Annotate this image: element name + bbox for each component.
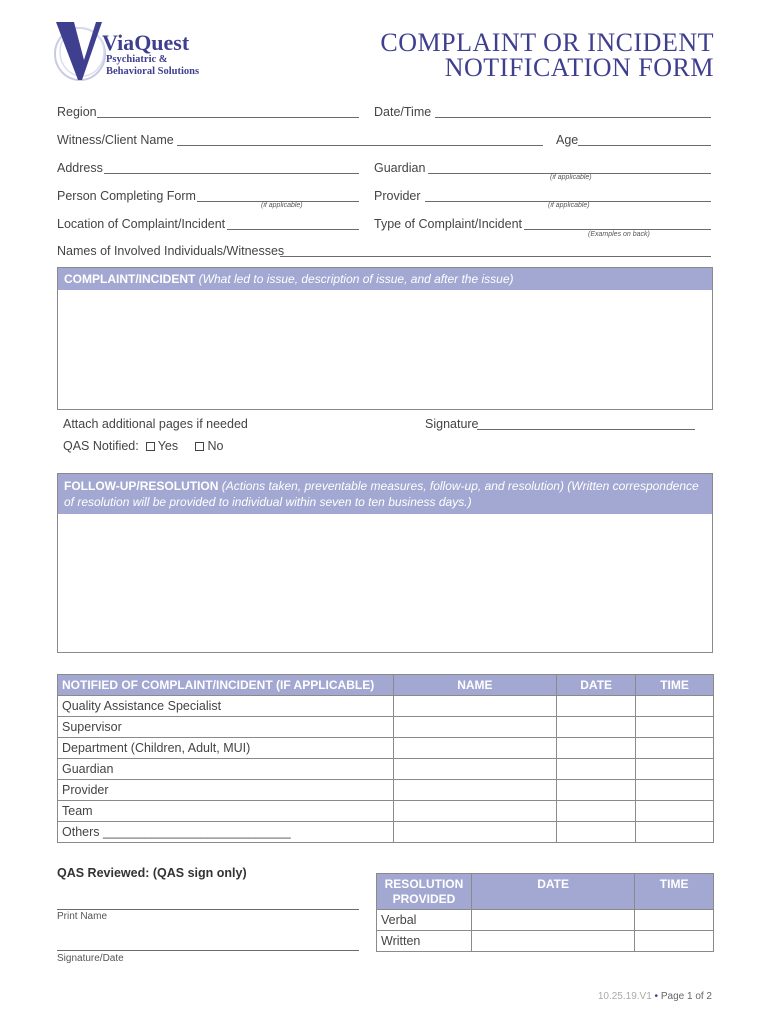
address-field[interactable] bbox=[104, 173, 359, 174]
name-cell[interactable] bbox=[393, 759, 557, 780]
logo bbox=[52, 18, 202, 82]
date-cell[interactable] bbox=[557, 822, 636, 843]
footer bbox=[598, 991, 712, 1002]
date-cell[interactable] bbox=[557, 738, 636, 759]
table-row bbox=[58, 696, 714, 717]
date-cell[interactable] bbox=[557, 759, 636, 780]
notified-header-row bbox=[58, 675, 714, 696]
region-field[interactable] bbox=[97, 117, 359, 118]
row-label: Quality Assistance Specialist bbox=[58, 696, 394, 717]
table-row bbox=[377, 931, 714, 952]
time-header: TIME bbox=[636, 675, 714, 696]
time-cell[interactable] bbox=[635, 910, 714, 931]
qas-notified bbox=[63, 439, 223, 453]
provider-label: Provider bbox=[374, 189, 421, 203]
table-row bbox=[58, 738, 714, 759]
row-label: Others ___________________________ bbox=[58, 822, 394, 843]
row-label: Guardian bbox=[58, 759, 394, 780]
complaint-text-area[interactable] bbox=[58, 290, 712, 409]
age-label: Age bbox=[556, 133, 579, 147]
date-time-label: Date/Time bbox=[374, 105, 432, 119]
qas-notified-label: QAS Notified: bbox=[63, 439, 139, 453]
resolution-row-label: Written bbox=[377, 931, 472, 952]
table-row bbox=[58, 780, 714, 801]
date-cell[interactable] bbox=[471, 931, 634, 952]
resolution-provided-header: RESOLUTION PROVIDED bbox=[377, 874, 472, 910]
name-cell[interactable] bbox=[393, 696, 557, 717]
table-row bbox=[58, 801, 714, 822]
guardian-label: Guardian bbox=[374, 161, 426, 175]
complaint-signature-field[interactable] bbox=[477, 429, 695, 430]
qas-yes-label: Yes bbox=[157, 439, 179, 453]
type-field[interactable] bbox=[524, 229, 711, 230]
attach-pages-note: Attach additional pages if needed bbox=[63, 417, 248, 431]
name-cell[interactable] bbox=[393, 780, 557, 801]
complaint-section bbox=[57, 267, 713, 410]
row-label: Department (Children, Adult, MUI) bbox=[58, 738, 394, 759]
time-cell[interactable] bbox=[636, 822, 714, 843]
brand-sub2: Behavioral Solutions bbox=[106, 66, 200, 77]
complaint-header: COMPLAINT/INCIDENT (What led to issue, description of issue, and after the issue) bbox=[58, 268, 712, 290]
person-completing-label: Person Completing Form bbox=[57, 189, 196, 203]
row-label: Supervisor bbox=[58, 717, 394, 738]
names-involved-field[interactable] bbox=[280, 256, 711, 257]
guardian-note: (if applicable) bbox=[550, 174, 592, 181]
date-cell[interactable] bbox=[557, 780, 636, 801]
person-completing-note: (if applicable) bbox=[261, 202, 303, 209]
footer-bullet: • bbox=[654, 991, 659, 1002]
witness-client-label: Witness/Client Name bbox=[57, 133, 174, 147]
time-cell[interactable] bbox=[636, 717, 714, 738]
qas-reviewed-label: QAS Reviewed: (QAS sign only) bbox=[57, 866, 247, 880]
table-row bbox=[58, 717, 714, 738]
date-cell[interactable] bbox=[557, 717, 636, 738]
type-label: Type of Complaint/Incident bbox=[374, 217, 522, 231]
name-cell[interactable] bbox=[393, 822, 557, 843]
time-cell[interactable] bbox=[636, 759, 714, 780]
time-cell[interactable] bbox=[636, 738, 714, 759]
date-header: DATE bbox=[557, 675, 636, 696]
table-row bbox=[377, 910, 714, 931]
location-field[interactable] bbox=[227, 229, 359, 230]
region-label: Region bbox=[57, 105, 97, 119]
table-row bbox=[58, 759, 714, 780]
brand-via: Via bbox=[102, 30, 135, 55]
row-label: Provider bbox=[58, 780, 394, 801]
title-line2: NOTIFICATION FORM bbox=[444, 53, 714, 82]
signature-date-label: Signature/Date bbox=[57, 953, 124, 964]
date-cell[interactable] bbox=[557, 696, 636, 717]
location-label: Location of Complaint/Incident bbox=[57, 217, 226, 231]
name-cell[interactable] bbox=[393, 717, 557, 738]
row-label: Team bbox=[58, 801, 394, 822]
followup-section bbox=[57, 473, 713, 653]
qas-no-label: No bbox=[207, 439, 224, 453]
table-row bbox=[58, 822, 714, 843]
version-number: 10.25.19.V1 bbox=[597, 991, 652, 1002]
name-header: NAME bbox=[393, 675, 557, 696]
date-cell[interactable] bbox=[471, 910, 634, 931]
type-note: (Examples on back) bbox=[588, 231, 650, 238]
title-line1: COMPLAINT OR INCIDENT bbox=[380, 28, 714, 57]
resolution-header-row bbox=[377, 874, 714, 910]
name-cell[interactable] bbox=[393, 801, 557, 822]
print-name-label: Print Name bbox=[57, 911, 108, 922]
time-cell[interactable] bbox=[636, 801, 714, 822]
page-number: Page 1 of 2 bbox=[660, 991, 712, 1002]
names-involved-label: Names of Involved Individuals/Witnesses bbox=[57, 244, 285, 258]
date-time-field[interactable] bbox=[435, 117, 711, 118]
qas-no-checkbox[interactable] bbox=[195, 442, 204, 451]
date-cell[interactable] bbox=[557, 801, 636, 822]
page-title bbox=[380, 30, 714, 80]
resolution-date-header: DATE bbox=[471, 874, 634, 910]
age-field[interactable] bbox=[578, 145, 711, 146]
witness-client-field[interactable] bbox=[177, 145, 543, 146]
signature-date-field[interactable] bbox=[57, 950, 359, 951]
time-cell[interactable] bbox=[636, 780, 714, 801]
followup-text-area[interactable] bbox=[58, 512, 712, 652]
address-label: Address bbox=[57, 161, 103, 175]
notified-table bbox=[57, 674, 714, 843]
resolution-time-header: TIME bbox=[635, 874, 714, 910]
provider-note: (if applicable) bbox=[548, 202, 590, 209]
resolution-table bbox=[376, 873, 714, 952]
qas-yes-checkbox[interactable] bbox=[146, 442, 155, 451]
name-cell[interactable] bbox=[393, 738, 557, 759]
followup-header: FOLLOW-UP/RESOLUTION (Actions taken, preventable measures, follow-up, and resolution) (Written correspondence of resolution will be provided to individual within seven to ten business days.) bbox=[58, 474, 712, 514]
time-cell[interactable] bbox=[635, 931, 714, 952]
notified-header: NOTIFIED OF COMPLAINT/INCIDENT (IF APPLICABLE) bbox=[58, 675, 394, 696]
brand-sub1: Psychiatric & bbox=[106, 54, 168, 65]
resolution-row-label: Verbal bbox=[377, 910, 472, 931]
brand-quest: Quest bbox=[134, 30, 190, 55]
complaint-signature-label: Signature bbox=[425, 417, 479, 431]
time-cell[interactable] bbox=[636, 696, 714, 717]
print-name-field[interactable] bbox=[57, 909, 359, 910]
